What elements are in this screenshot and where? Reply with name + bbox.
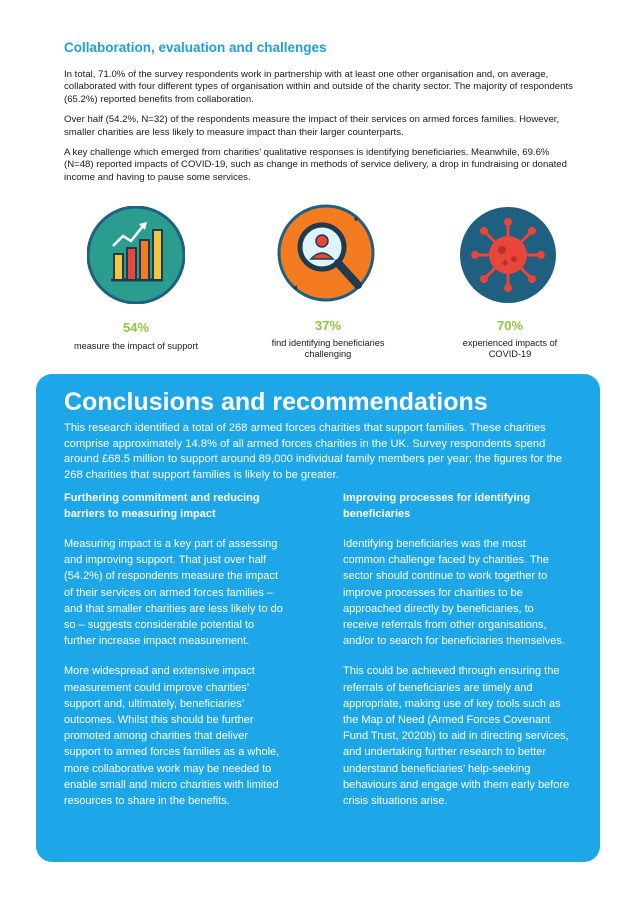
column-paragraph: Measuring impact is a key part of assessing and improving support. That just over half (54.2%) of respondents measure the impact of their services on armed forces families – and that smaller charities are less likely to do so – suggests considerable potential to further increase impact measurement.: [64, 538, 283, 648]
conclusions-panel: [36, 374, 600, 862]
section-title: Collaboration, evaluation and challenges: [64, 40, 327, 55]
column-paragraph: This could be achieved through ensuring the referrals of beneficiaries are timely and appropriate, making use of key tools such as the Map of Need (Armed Forces Covenant Fund Trust, 2020b) to aid in directing services, and undertaking further research to better understand beneficiaries’ help-seeking behaviours and engage with them early before crisis situations arise.: [343, 665, 570, 808]
stat-label: experienced impacts of COVID-19: [462, 338, 558, 359]
column-heading: Furthering commitment and reducing barriers to measuring impact: [64, 492, 260, 520]
stat-percent: 70%: [496, 318, 524, 333]
paragraph: In total, 71.0% of the survey respondents work in partnership with at least one other organisation and, on average, collaborated with four different types of organisation within and outside of the charity sector. The majority of respondents (65.2%) reported benefits from collaboration.: [64, 69, 573, 105]
column-paragraph: More widespread and extensive impact measurement could improve charities’ support and, ultimately, beneficiaries’ outcomes. Whilst this should be further promoted among charities that deliver support to armed forces families as a whole, more collaborative work may be needed to enable small and micro charities with limited resources to share in the benefits.: [64, 665, 280, 808]
virus-icon: [458, 205, 558, 305]
collaboration-section: [64, 40, 579, 192]
right-column: [343, 491, 571, 823]
paragraph: A key challenge which emerged from charities’ qualitative responses is identifying beneficiaries. Meanwhile, 69.6% (N=48) reported impacts of COVID-19, such as change in methods of service delivery, a drop in fundraising or donated income and having to pause some services.: [64, 147, 567, 183]
column-paragraph: Identifying beneficiaries was the most common challenge faced by charities. The sector should continue to work together to improve processes for charities to be approached directly by beneficiaries, to receive referrals from other organisations, and/or to search for beneficiaries themselves.: [343, 538, 565, 648]
bar-chart-growth-icon: [87, 206, 185, 304]
left-column: [64, 491, 284, 823]
panel-title: Conclusions and recommendations: [64, 388, 488, 416]
stat-label: find identifying beneficiaries challenging: [271, 338, 385, 359]
stat-percent: 37%: [314, 318, 342, 333]
stat-percent: 54%: [122, 320, 150, 335]
paragraph: Over half (54.2%, N=32) of the respondents measure the impact of their services on armed forces families. However, smaller charities are less likely to measure impact than their larger counterparts.: [64, 114, 560, 138]
stat-label: measure the impact of support: [73, 341, 199, 351]
column-heading: Improving processes for identifying beneficiaries: [343, 492, 531, 520]
panel-intro: This research identified a total of 268 armed forces charities that support families. These charities comprise approximately 14.8% of all armed forces charities in the UK. Survey respondents spend around £68.5 million to support around 89,000 individual family members per year; the figures for the 268 charities that support families is likely to be greater.: [64, 422, 563, 481]
magnifier-person-icon: [274, 201, 378, 305]
